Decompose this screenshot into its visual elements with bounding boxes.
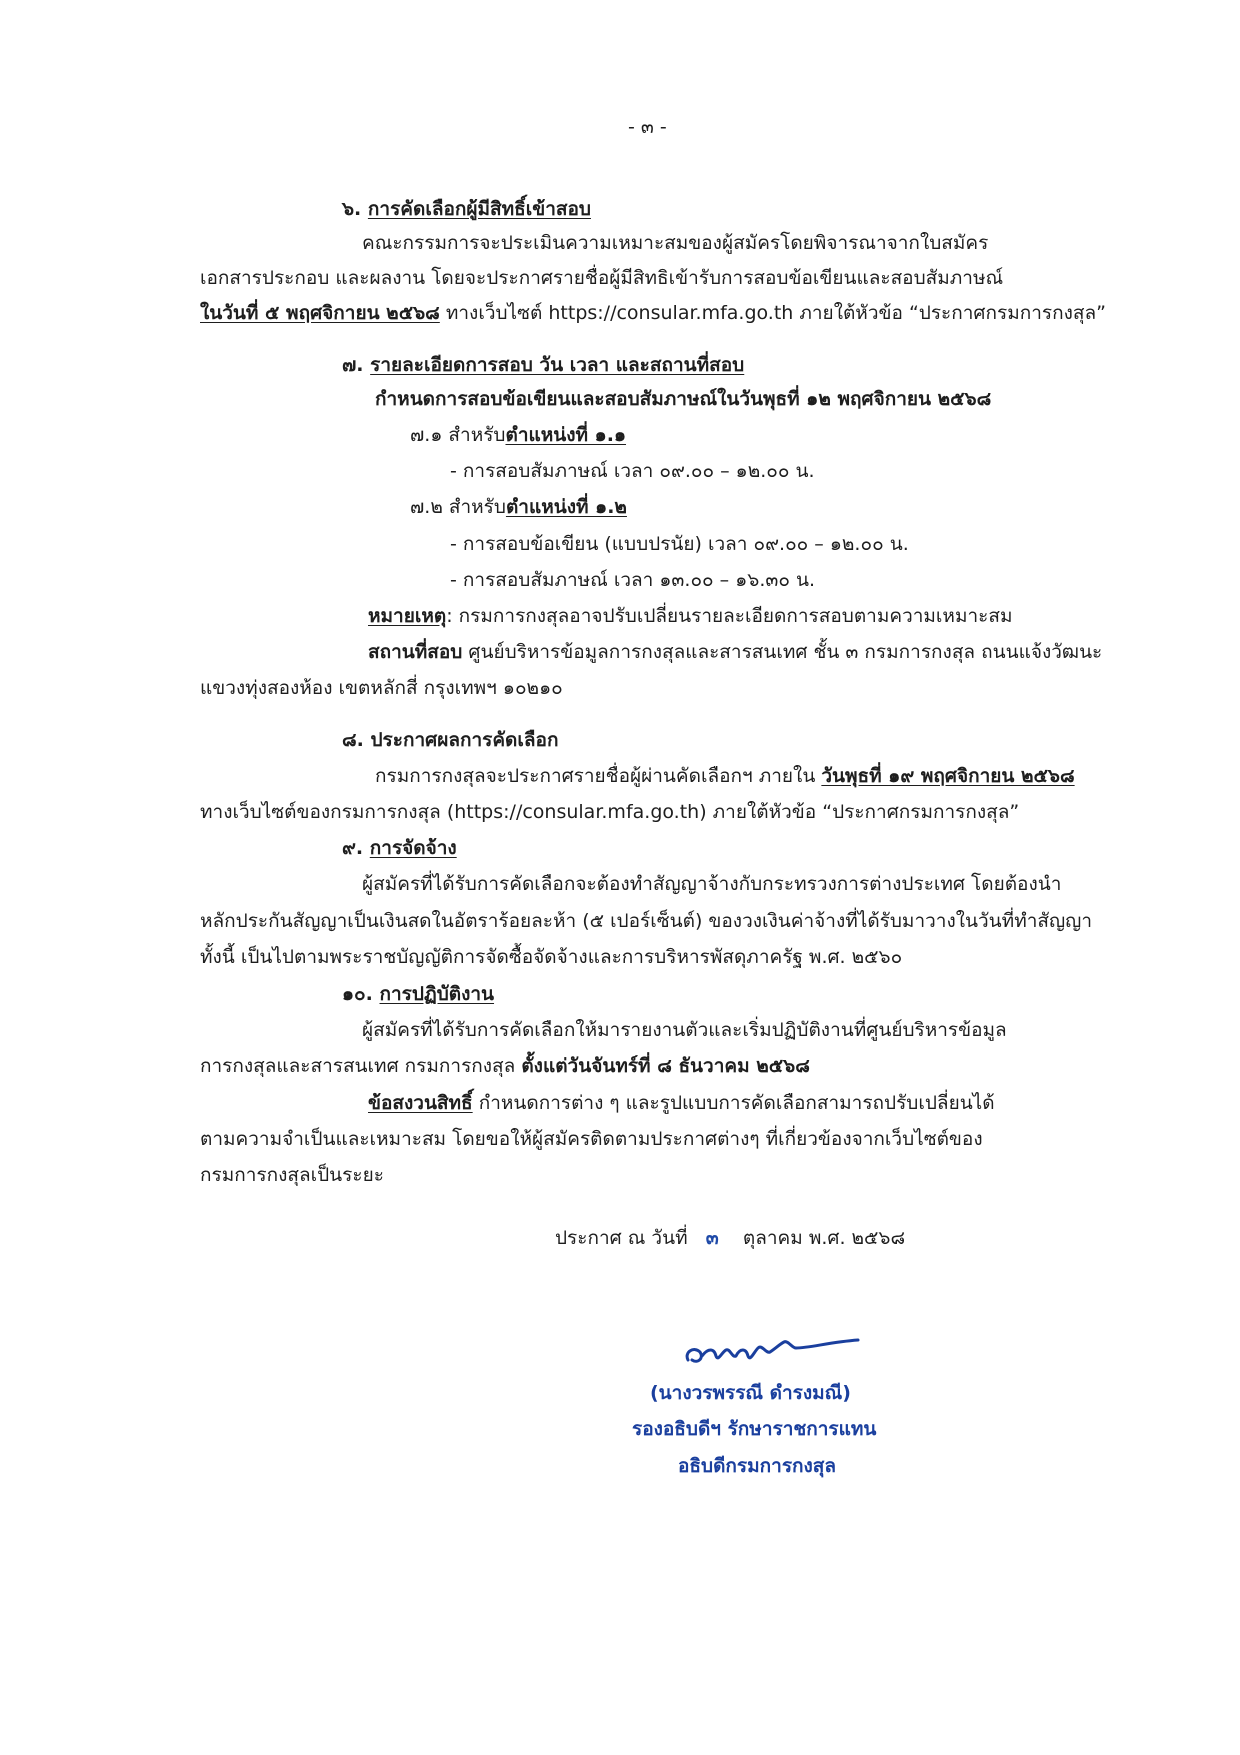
section-7-2-position: ตำแหน่งที่ ๑.๒ <box>505 496 627 518</box>
section-7-2-prefix: ๗.๒ สำหรับ <box>410 496 506 518</box>
section-9-line-2: หลักประกันสัญญาเป็นเงินสดในอัตราร้อยละห้า (๕ เปอร์เซ็นต์) ของวงเงินค่าจ้างที่ได้รับมาวางในวันที่ทำสัญญา <box>200 910 1093 932</box>
section-7-place-label: สถานที่สอบ <box>368 641 463 663</box>
section-7-2-item-1: - การสอบข้อเขียน (แบบปรนัย) เวลา ๐๙.๐๐ – ๑๒.๐๐ น. <box>450 533 909 555</box>
announcement-day: ๓ <box>705 1227 719 1249</box>
section-7-note-text: : กรมการกงสุลอาจปรับเปลี่ยนรายละเอียดการสอบตามความเหมาะสม <box>446 605 1013 627</box>
section-7-place <box>368 639 1102 665</box>
reservation-line-2: ตามความจำเป็นและเหมาะสม โดยขอให้ผู้สมัครติดตามประกาศต่างๆ ที่เกี่ยวข้องจากเว็บไซต์ของ <box>200 1128 983 1150</box>
section-10-line-1: ผู้สมัครที่ได้รับการคัดเลือกให้มารายงานตัวและเริ่มปฏิบัติงานที่ศูนย์บริหารข้อมูล <box>362 1019 1007 1041</box>
section-6-line-2: เอกสารประกอบ และผลงาน โดยจะประกาศรายชื่อผู้มีสิทธิเข้ารับการสอบข้อเขียนและสอบสัมภาษณ์ <box>200 267 1004 289</box>
reservation-label: ข้อสงวนสิทธิ์ <box>368 1092 473 1114</box>
section-9-heading <box>342 835 457 861</box>
section-6-title: การคัดเลือกผู้มีสิทธิ์เข้าสอบ <box>367 198 591 220</box>
section-6-number: ๖. <box>342 198 362 220</box>
section-10-title: การปฏิบัติงาน <box>379 983 495 1005</box>
reservation-line-3: กรมการกงสุลเป็นระยะ <box>200 1164 384 1186</box>
section-7-1-item-1: - การสอบสัมภาษณ์ เวลา ๐๙.๐๐ – ๑๒.๐๐ น. <box>450 460 815 482</box>
section-7-heading <box>342 352 744 378</box>
section-9-number: ๙. <box>342 837 364 859</box>
section-6-line-3-text: ทางเว็บไซต์ https://consular.mfa.go.th ภายใต้หัวข้อ “ประกาศกรมการกงสุล” <box>439 302 1106 324</box>
section-8-date: วันพุธที่ ๑๙ พฤศจิกายน ๒๕๖๘ <box>821 765 1075 787</box>
section-9-line-3: ทั้งนี้ เป็นไปตามพระราชบัญญัติการจัดซื้อจัดจ้างและการบริหารพัสดุภาครัฐ พ.ศ. ๒๕๖๐ <box>200 946 903 968</box>
signatory-name: (นางวรพรรณี ดำรงมณี) <box>650 1382 851 1404</box>
section-7-2-heading <box>410 494 627 520</box>
announcement-prefix: ประกาศ ณ วันที่ <box>555 1227 688 1249</box>
signatory-title-1: รองอธิบดีฯ รักษาราชการแทน <box>632 1418 877 1440</box>
section-8-heading: ๘. ประกาศผลการคัดเลือก <box>342 729 559 751</box>
reservation-line-1 <box>368 1090 995 1116</box>
section-7-1-prefix: ๗.๑ สำหรับ <box>410 424 506 446</box>
section-9-line-1: ผู้สมัครที่ได้รับการคัดเลือกจะต้องทำสัญญาจ้างกับกระทรวงการต่างประเทศ โดยต้องนำ <box>362 873 1062 895</box>
section-6-heading <box>342 196 591 222</box>
section-6-line-3 <box>200 300 1106 326</box>
section-10-line-2 <box>200 1053 810 1079</box>
section-10-number: ๑๐. <box>342 983 373 1005</box>
section-7-1-position: ตำแหน่งที่ ๑.๑ <box>505 424 627 446</box>
section-7-title: รายละเอียดการสอบ วัน เวลา และสถานที่สอบ <box>370 354 745 376</box>
page-number: - ๓ - <box>628 116 667 138</box>
section-10-heading <box>342 981 494 1007</box>
section-6-date: ในวันที่ ๕ พฤศจิกายน ๒๕๖๘ <box>200 302 440 324</box>
section-7-place-text: ศูนย์บริหารข้อมูลการกงสุลและสารสนเทศ ชั้น ๓ กรมการกงสุล ถนนแจ้งวัฒนะ <box>462 641 1103 663</box>
section-7-1-heading <box>410 422 626 448</box>
section-7-number: ๗. <box>342 354 364 376</box>
section-8-line-1-text: กรมการกงสุลจะประกาศรายชื่อผู้ผ่านคัดเลือกฯ ภายใน <box>375 765 822 787</box>
announcement-month-year: ตุลาคม พ.ศ. ๒๕๖๘ <box>742 1227 906 1249</box>
section-7-note <box>368 603 1012 629</box>
section-6-line-1: คณะกรรมการจะประเมินความเหมาะสมของผู้สมัครโดยพิจารณาจากใบสมัคร <box>362 232 989 254</box>
signature-image <box>680 1318 870 1378</box>
section-10-date: ตั้งแต่วันจันทร์ที่ ๘ ธันวาคม ๒๕๖๘ <box>521 1055 810 1077</box>
announcement-date <box>555 1225 905 1251</box>
section-9-title: การจัดจ้าง <box>369 837 457 859</box>
reservation-text: กำหนดการต่าง ๆ และรูปแบบการคัดเลือกสามารถปรับเปลี่ยนได้ <box>472 1092 995 1114</box>
section-7-subheading: กำหนดการสอบข้อเขียนและสอบสัมภาษณ์ในวันพุธที่ ๑๒ พฤศจิกายน ๒๕๖๘ <box>375 388 992 410</box>
section-10-line-2-text: การกงสุลและสารสนเทศ กรมการกงสุล <box>200 1055 522 1077</box>
section-7-2-item-2: - การสอบสัมภาษณ์ เวลา ๑๓.๐๐ – ๑๖.๓๐ น. <box>450 569 816 591</box>
section-7-note-label: หมายเหตุ <box>368 605 447 627</box>
section-8-line-1 <box>375 763 1075 789</box>
signatory-title-2: อธิบดีกรมการกงสุล <box>678 1455 837 1477</box>
section-8-line-2: ทางเว็บไซต์ของกรมการกงสุล (https://consular.mfa.go.th) ภายใต้หัวข้อ “ประกาศกรมการกงสุล” <box>200 801 1020 823</box>
section-7-place-line-2: แขวงทุ่งสองห้อง เขตหลักสี่ กรุงเทพฯ ๑๐๒๑๐ <box>200 677 563 699</box>
